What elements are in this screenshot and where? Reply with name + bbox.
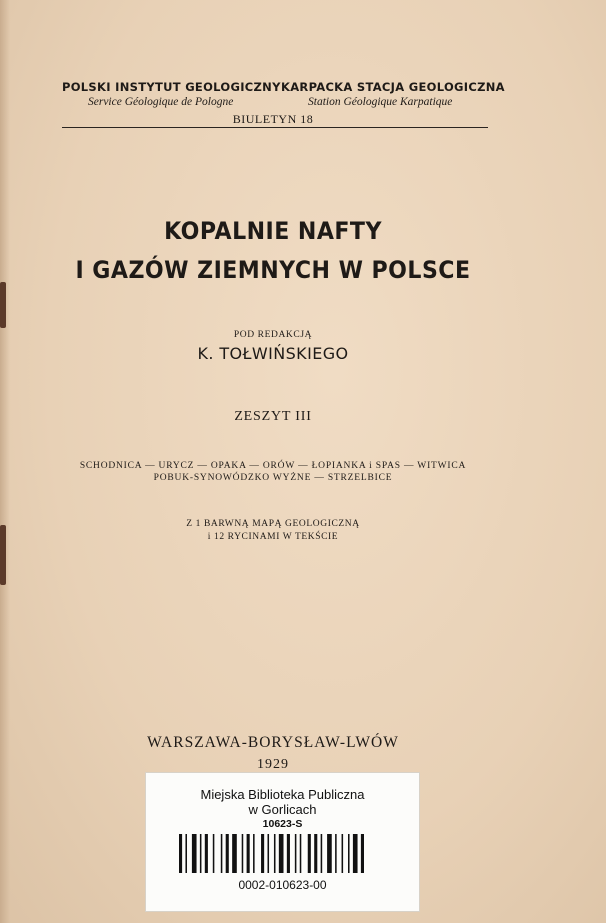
shelf-code: 10623-S [262, 818, 303, 830]
library-name-line-2: w Gorlicach [248, 802, 317, 817]
publication-cities: WARSZAWA-BORYSŁAW-LWÓW [147, 734, 399, 751]
barcode-bar [242, 834, 244, 873]
barcode-image [179, 834, 388, 873]
barcode-bar [342, 834, 344, 873]
barcode-bar [200, 834, 202, 873]
barcode-number: 0002-010623-00 [238, 878, 327, 892]
left-institute-subtitle: Service Géologique de Pologne [88, 96, 234, 108]
library-name-line-1: Miejska Biblioteka Publiczna [200, 787, 365, 802]
right-institute-subtitle: Station Géologique Karpatique [308, 96, 453, 108]
barcode-bar [300, 834, 302, 873]
contents-line-2: i 12 RYCINAMI W TEKŚCIE [207, 532, 339, 542]
title-line-1: KOPALNIE NAFTY [164, 217, 382, 245]
barcode-bar [308, 834, 311, 873]
barcode-bar [247, 834, 250, 873]
binding-mark-top [0, 282, 6, 328]
places-line-2: POBUK-SYNOWÓDZKO WYŻNE — STRZELBICE [153, 473, 393, 483]
barcode-bar [205, 834, 208, 873]
barcode-bar [213, 834, 215, 873]
title-line-2: I GAZÓW ZIEMNYCH W POLSCE [75, 256, 471, 284]
bulletin-number: BIULETYN 18 [232, 112, 314, 126]
barcode-bar [335, 834, 337, 873]
contents-line-1: Z 1 BARWNĄ MAPĄ GEOLOGICZNĄ [186, 519, 360, 529]
publication-year: 1929 [257, 757, 289, 772]
barcode-bar [321, 834, 323, 873]
library-label [146, 773, 419, 911]
volume-number: ZESZYT III [234, 409, 312, 424]
barcode-bar [361, 834, 364, 873]
barcode-bar [261, 834, 264, 873]
barcode-bar [348, 834, 350, 873]
barcode-bar [226, 834, 229, 873]
barcode-bar [274, 834, 276, 873]
barcode-bar [353, 834, 358, 873]
barcode-bar [192, 834, 197, 873]
barcode-bar [287, 834, 290, 873]
barcode-bar [314, 834, 317, 873]
barcode-bar [253, 834, 255, 873]
left-institute-name: POLSKI INSTYTUT GEOLOGICZNY [62, 80, 281, 94]
barcode-bar [179, 834, 182, 873]
barcode-bar [327, 834, 332, 873]
barcode-bar [232, 834, 237, 873]
editor-name: K. TOŁWIŃSKIEGO [197, 344, 349, 363]
barcode-bar [268, 834, 270, 873]
right-institute-name: KARPACKA STACJA GEOLOGICZNA [281, 80, 505, 94]
header-rule [62, 127, 488, 128]
barcode-bar [279, 834, 284, 873]
barcode-bar [295, 834, 297, 873]
barcode-bar [185, 834, 187, 873]
places-line-1: SCHODNICA — URYCZ — OPAKA — ORÓW — ŁOPIANKA i SPAS — WITWICA [79, 461, 467, 471]
barcode-bar [221, 834, 223, 873]
editor-intro: POD REDAKCJĄ [233, 330, 313, 340]
